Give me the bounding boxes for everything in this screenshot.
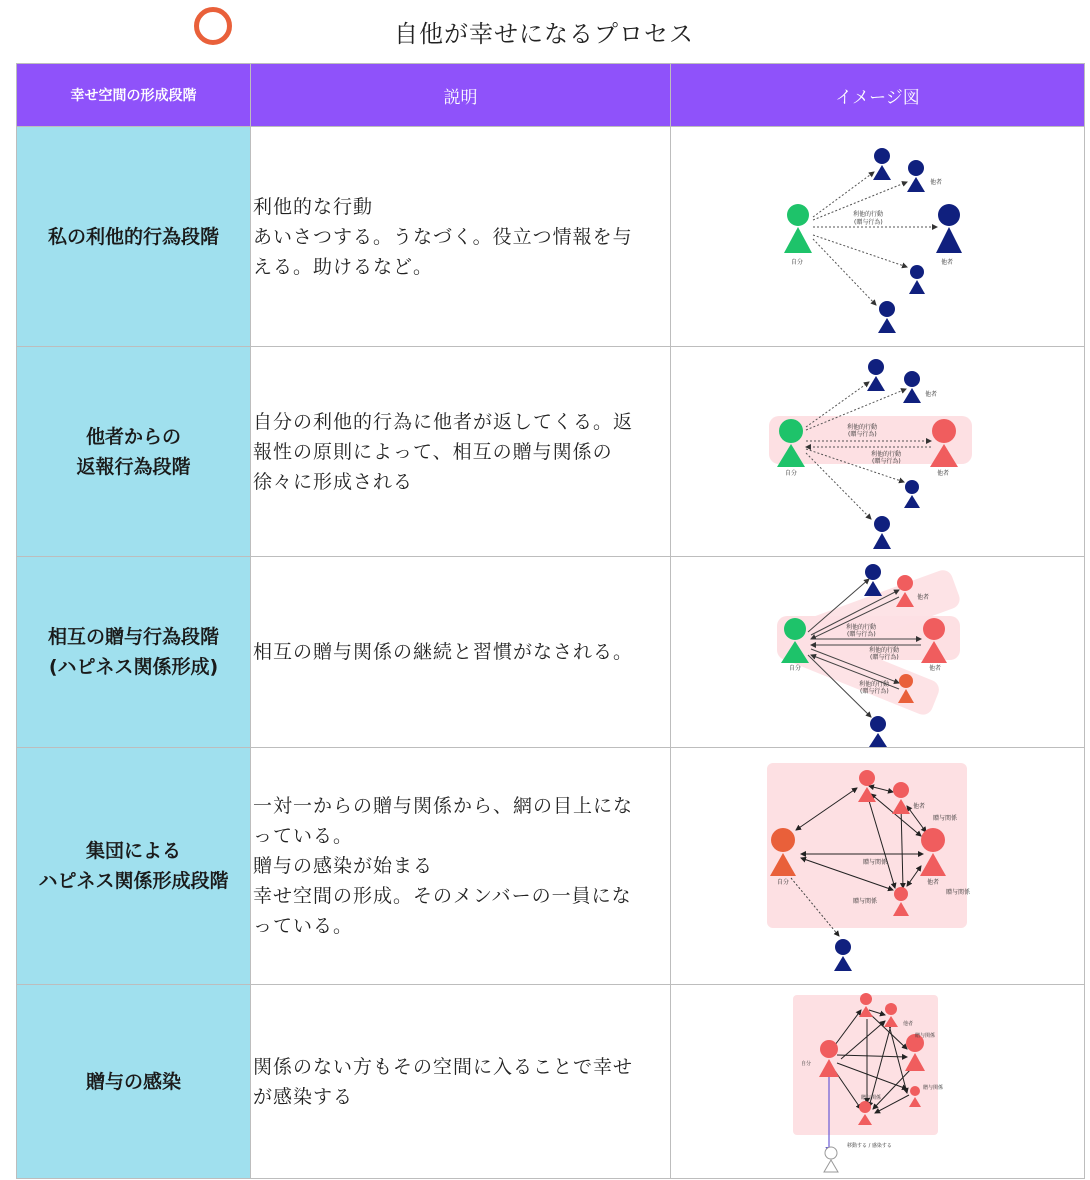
description-line: っている。 bbox=[253, 915, 354, 937]
self-label: 自分 bbox=[777, 879, 790, 886]
description-line: が感染する bbox=[253, 1085, 354, 1108]
person-newcomer bbox=[824, 1147, 838, 1172]
action-sublabel: (贈与行為) bbox=[872, 458, 901, 465]
relation-label: 贈与関係 bbox=[946, 889, 971, 896]
description-cell bbox=[251, 985, 671, 1179]
description-cell bbox=[251, 557, 671, 748]
title-row bbox=[0, 0, 1090, 62]
image-cell bbox=[671, 347, 1085, 557]
stage-label: (ハピネス関係形成) bbox=[48, 656, 219, 678]
diagram-stage4 bbox=[671, 748, 1084, 984]
diagram-stage1 bbox=[671, 127, 1084, 346]
image-cell bbox=[671, 557, 1085, 748]
description-line: 徐々に形成される bbox=[253, 470, 414, 493]
stage-label: 私の利他的行為段階 bbox=[47, 225, 219, 248]
other-label: 他者 bbox=[927, 879, 940, 886]
self-label: 自分 bbox=[785, 470, 798, 477]
stage-label: 他者からの bbox=[85, 425, 181, 448]
stage-cell bbox=[17, 748, 251, 985]
header-stage: 幸せ空間の形成段階 bbox=[17, 64, 251, 127]
description-line: 一対一からの贈与関係から、網の目上にな bbox=[253, 795, 634, 817]
action-label: 利他的行動 bbox=[853, 211, 884, 218]
table-row bbox=[17, 127, 1085, 347]
relation-label: 贈与関係 bbox=[915, 1033, 936, 1039]
relation-label: 贈与関係 bbox=[923, 1085, 944, 1091]
action-sublabel: (贈与行為) bbox=[860, 688, 889, 695]
diagram-stage2 bbox=[671, 347, 1084, 556]
stage-cell bbox=[17, 127, 251, 347]
stage-cell bbox=[17, 985, 251, 1179]
description-line: 幸せ空間の形成。そのメンバーの一員にな bbox=[253, 885, 632, 907]
self-label: 自分 bbox=[801, 1061, 812, 1067]
description-line: える。助けるなど。 bbox=[253, 255, 434, 278]
other-label: 他者 bbox=[929, 665, 942, 672]
relation-label: 贈与関係 bbox=[863, 859, 888, 866]
image-cell bbox=[671, 127, 1085, 347]
person-others bbox=[873, 148, 962, 333]
self-label: 自分 bbox=[791, 259, 804, 266]
description-line: っている。 bbox=[253, 825, 354, 847]
description-line: 相互の贈与関係の継続と習慣がなされる。 bbox=[253, 641, 634, 663]
image-cell bbox=[671, 748, 1085, 985]
other-label: 他者 bbox=[913, 803, 926, 810]
process-table bbox=[16, 63, 1085, 1179]
enter-label: 移動する / 感染する bbox=[847, 1143, 892, 1149]
header-image: イメージ図 bbox=[671, 64, 1085, 127]
stage-label: 相互の贈与行為段階 bbox=[47, 626, 219, 648]
page-title: 自他が幸せになるプロセス bbox=[394, 20, 694, 48]
action-label: 利他的行動 bbox=[869, 647, 900, 654]
action-label: 利他的行動 bbox=[847, 424, 878, 431]
other-label: 他者 bbox=[941, 259, 954, 266]
description-cell bbox=[251, 127, 671, 347]
relation-label: 贈与関係 bbox=[853, 898, 878, 905]
description-line: 自分の利他的行為に他者が返してくる。返 bbox=[253, 410, 634, 433]
table-row bbox=[17, 557, 1085, 748]
stage-cell bbox=[17, 347, 251, 557]
other-label: 他者 bbox=[937, 470, 950, 477]
action-label: 利他的行動 bbox=[859, 681, 890, 688]
circle-icon bbox=[194, 7, 232, 45]
description-line: 利他的な行動 bbox=[253, 195, 374, 218]
diagram-stage5 bbox=[671, 985, 1084, 1178]
other-label: 他者 bbox=[903, 1021, 914, 1027]
image-cell bbox=[671, 985, 1085, 1179]
description-cell bbox=[251, 347, 671, 557]
stage-label: 返報行為段階 bbox=[76, 455, 191, 478]
relation-label: 贈与関係 bbox=[933, 815, 958, 822]
table-row bbox=[17, 347, 1085, 557]
header-description: 説明 bbox=[251, 64, 671, 127]
person-outsider bbox=[834, 939, 852, 971]
action-label: 利他的行動 bbox=[871, 451, 902, 458]
action-sublabel: (贈与行為) bbox=[848, 431, 877, 438]
stage-label: 集団による bbox=[85, 840, 181, 862]
description-cell bbox=[251, 748, 671, 985]
stage-cell bbox=[17, 557, 251, 748]
other-label: 他者 bbox=[917, 594, 930, 601]
other-label: 他者 bbox=[930, 179, 943, 186]
description-line: 報性の原則によって、相互の贈与関係の bbox=[253, 440, 613, 463]
description-line: あいさつする。うなづく。役立つ情報を与 bbox=[253, 225, 633, 248]
action-sublabel: (贈与行為) bbox=[854, 219, 883, 226]
table-row bbox=[17, 748, 1085, 985]
other-label: 他者 bbox=[925, 391, 938, 398]
action-label: 利他的行動 bbox=[846, 624, 877, 631]
relation-label: 贈与関係 bbox=[861, 1095, 882, 1101]
description-line: 関係のない方もその空間に入ることで幸せ bbox=[253, 1055, 634, 1078]
header-row bbox=[17, 64, 1085, 127]
diagram-stage3 bbox=[671, 557, 1084, 747]
person-self bbox=[784, 204, 812, 253]
table-row bbox=[17, 985, 1085, 1179]
action-sublabel: (贈与行為) bbox=[847, 631, 876, 638]
description-line: 贈与の感染が始まる bbox=[253, 855, 434, 877]
action-sublabel: (贈与行為) bbox=[870, 654, 899, 661]
self-label: 自分 bbox=[789, 665, 802, 672]
stage-label: ハピネス関係形成段階 bbox=[38, 870, 229, 892]
stage-label: 贈与の感染 bbox=[85, 1070, 181, 1093]
